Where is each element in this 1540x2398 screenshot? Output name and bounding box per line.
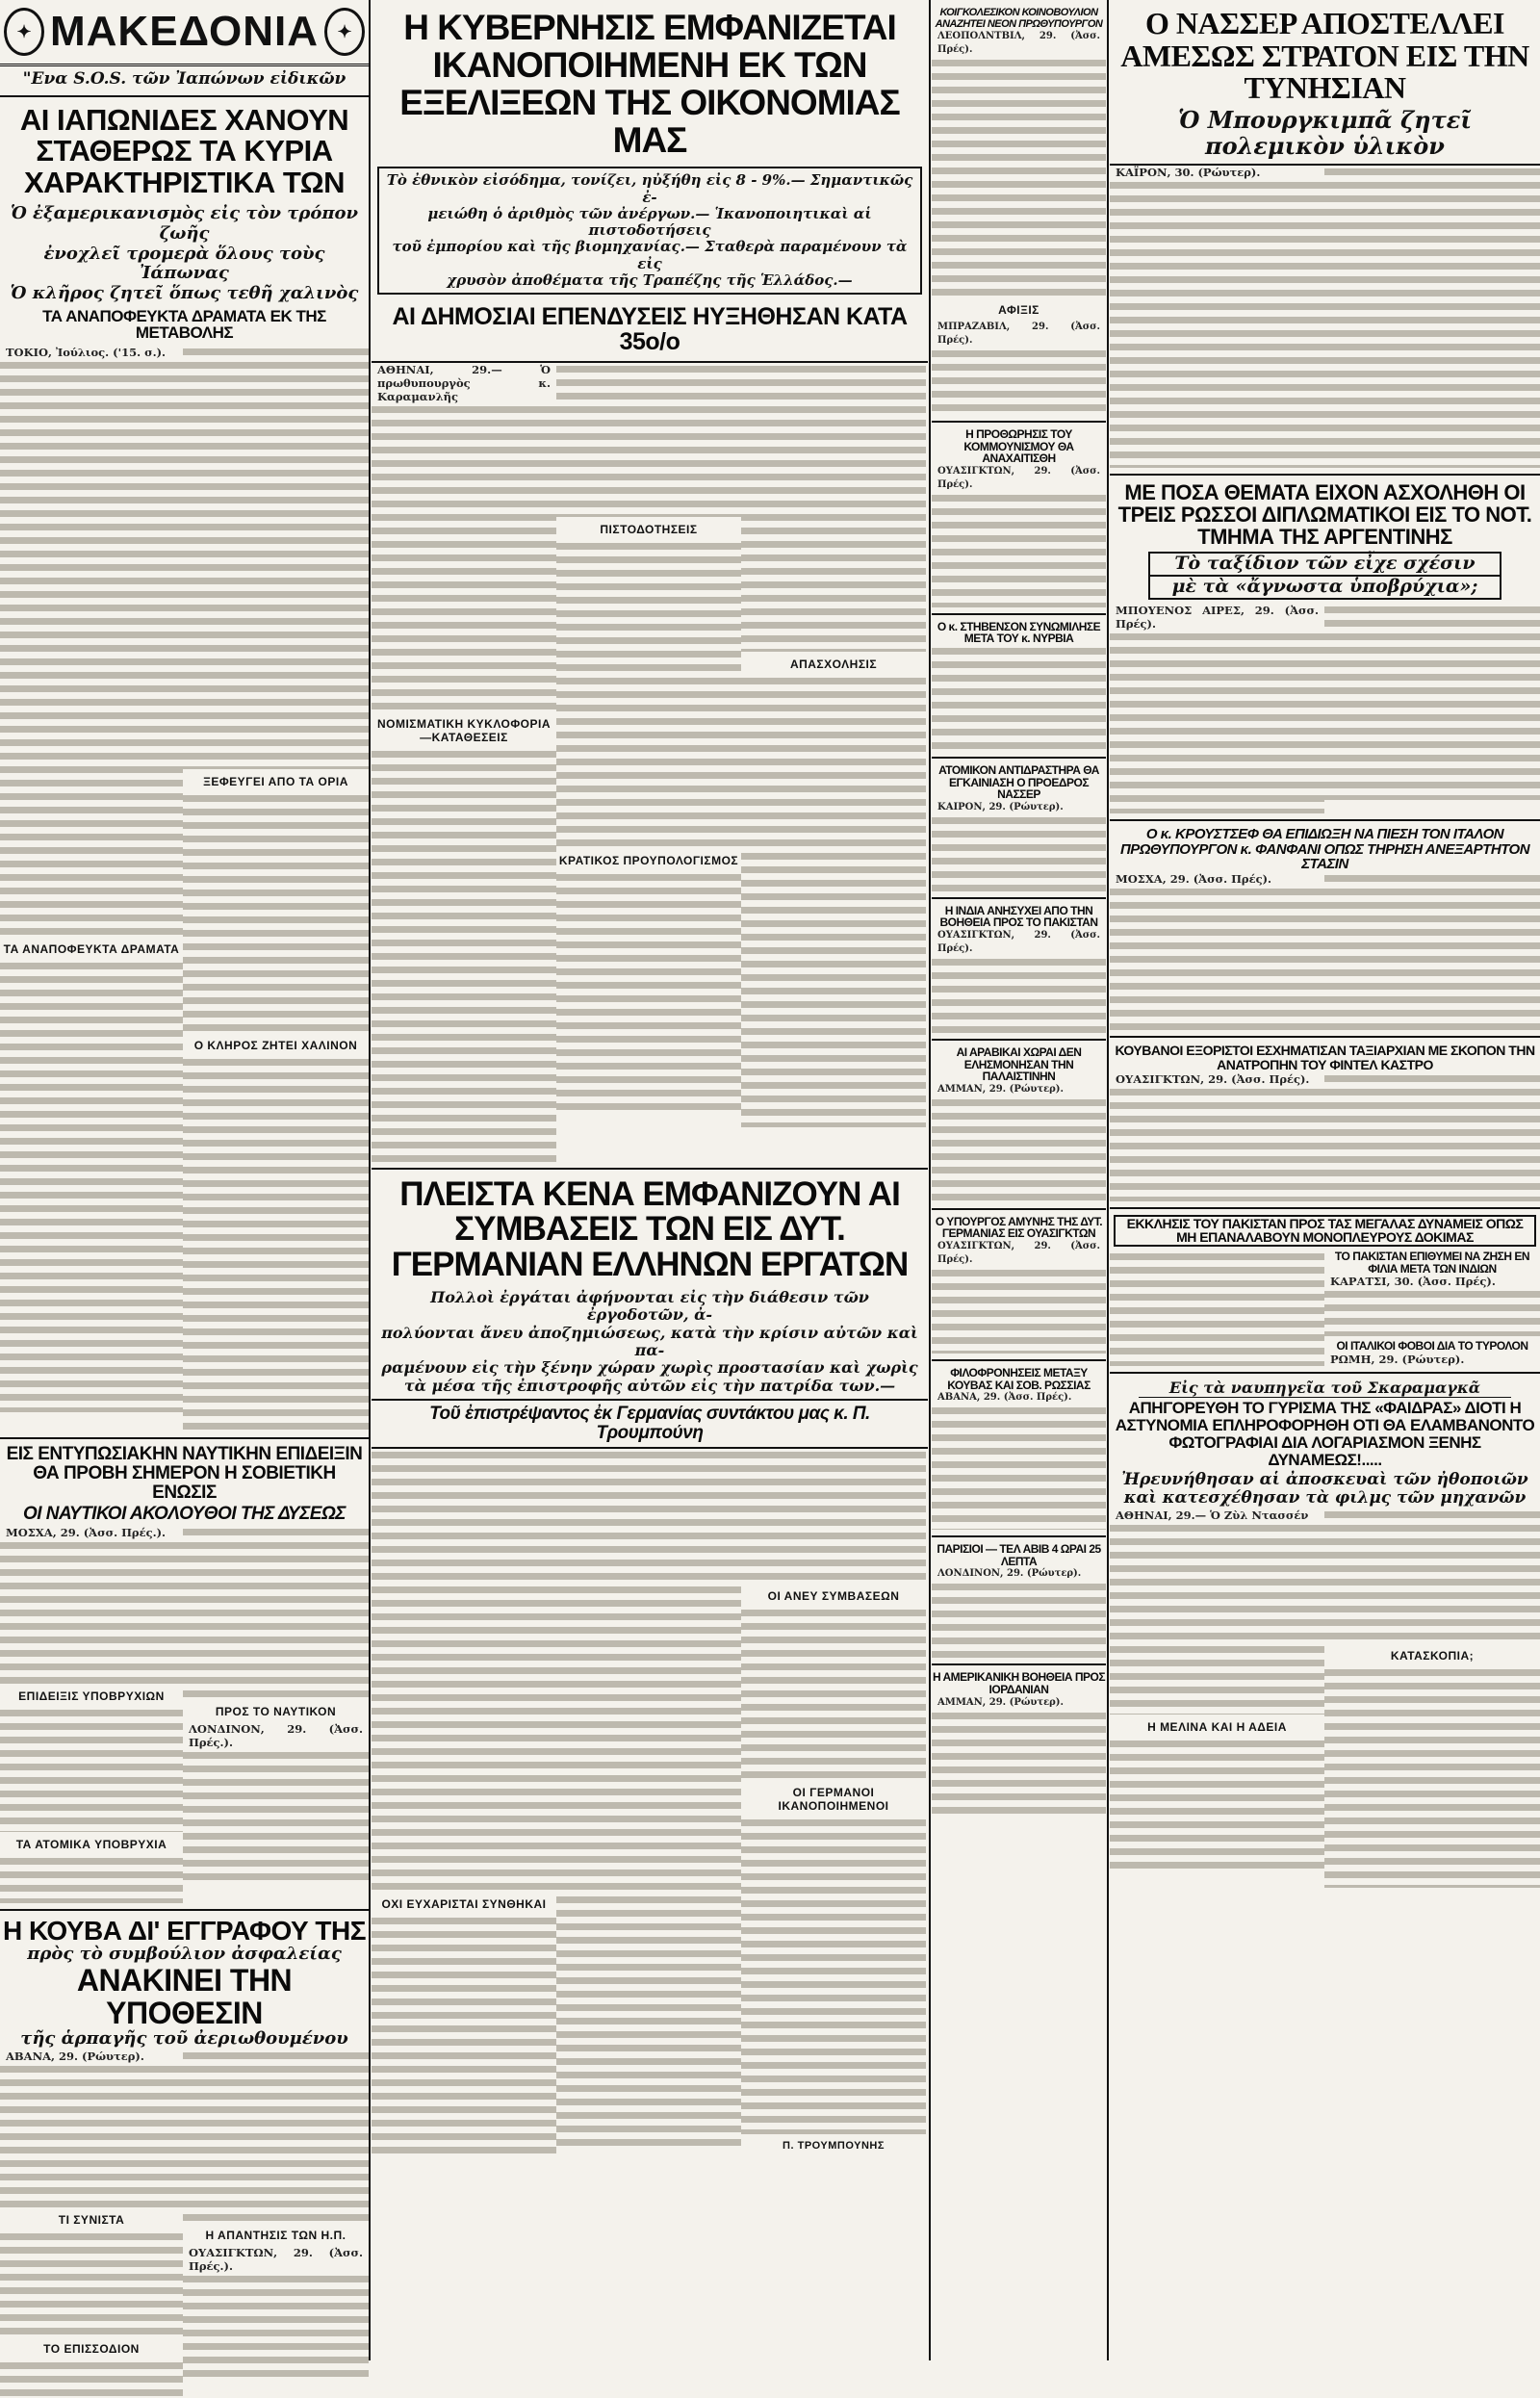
article-text-block [1110,1251,1324,1366]
divider [932,613,1106,615]
deck-line: μειώθη ὁ ἀριθμὸς τῶν ἀνέργων.— Ἱκανοποιητικαὶ αἱ πιστοδοτήσεις [427,204,872,240]
subheadline: ΤΑ ΑΝΑΠΟΦΕΥΚΤΑ ΔΡΑΜΑΤΑ ΕΚ ΤΗΣ ΜΕΤΑΒΟΛΗΣ [42,306,326,343]
brief-headline: ΑΤΟΜΙΚΟΝ ΑΝΤΙΔΡΑΣΤΗΡΑ ΘΑ ΕΓΚΑΙΝΙΑΣΗ Ο ΠΡΟΕΔΡΟΣ ΝΑΣΣΕΡ [938,763,1099,802]
divider [0,95,369,97]
article-text-block [932,1096,1106,1202]
article-text-block [0,2063,183,2207]
divider [932,421,1106,423]
dateline: ΑΘΗΝΑΙ, 29.— Ὁ πρωθυπουργὸς κ. Καραμανλῆς [377,362,551,403]
article-text-block [932,1581,1106,1658]
article-text-block [932,956,1106,1033]
lead-deck [377,167,922,295]
article-text-block [1324,1666,1540,1888]
article-text-block [183,1749,369,1884]
section-kicker: ΕΠΙΔΕΙΞΙΣ ΥΠΟΒΡΥΧΙΩΝ [18,1689,165,1704]
masthead-seal-icon: ✦ [4,8,44,56]
article-text-block [741,1449,926,1584]
divider [0,1909,369,1911]
brief-headline: ΟΙ ΙΤΑΛΙΚΟΙ ΦΟΒΟΙ ΔΙΑ ΤΟ ΤΥΡΟΛΟΝ [1336,1339,1528,1354]
section-kicker: Η ΜΕΛΙΝΑ ΚΑΙ Η ΑΔΕΙΑ [1147,1719,1287,1734]
section-kicker: ΚΡΑΤΙΚΟΣ ΠΡΟΥΠΟΛΟΓΙΣΜΟΣ [558,853,739,867]
deck-line: χρυσὸν ἀποθέματα τῆς Τραπέζης τῆς Ἑλλάδος.— [447,271,853,289]
article-text-block [741,1607,926,1780]
divider [932,1535,1106,1537]
column-rule [929,0,931,2360]
newspaper-title: ΜΑΚΕΔΟΝΙΑ [50,8,319,55]
article-text-block [183,1056,369,1431]
headline: ΜΕ ΠΟΣΑ ΘΕΜΑΤΑ ΕΙΧΟΝ ΑΣΧΟΛΗΘΗ ΟΙ ΤΡΕΙΣ ΡΩΣΣΟΙ ΔΙΠΛΩΜΑΤΙΚΟΙ ΕΙΣ ΤΟ ΝΟΤ. ΤΜΗΜΑ ΤΗΣ ΑΡΓΕΝΤΙΝΗΣ [1117,479,1532,550]
dateline: ΛΟΝΔΙΝΟΝ, 29. (Ἀσσ. Πρές.). [189,1722,363,1750]
section-kicker: ΚΑΤΑΣΚΟΠΙΑ; [1390,1648,1475,1663]
article-text-block [556,871,741,1112]
brief-headline: Η ΠΡΟΘΩΡΗΣΙΣ ΤΟΥ ΚΟΜΜΟΥΝΙΣΜΟΥ ΘΑ ΑΝΑΧΑΙΤΙΣΘΗ [963,427,1074,466]
dateline: ΑΜΜΑΝ, 29. (Ρώυτερ). [937,1083,1065,1095]
dateline: ΟΥΑΣΙΓΚΤΩΝ, 29. (Ἀσσ. Πρές.). [189,2246,363,2274]
article-text-block [0,2230,183,2336]
brief-headline: Ο ΥΠΟΥΡΓΟΣ ΑΜΥΝΗΣ ΤΗΣ ΔΥΤ. ΓΕΡΜΑΝΙΑΣ ΕΙΣ ΟΥΑΣΙΓΚΤΩΝ [935,1214,1103,1241]
divider [372,1168,928,1170]
subheadline: μὲ τὰ «ἄγνωστα ὑποβρύχια»; [1148,577,1502,600]
divider [1110,1207,1540,1209]
section-kicker: ΠΙΣΤΟΔΟΤΗΣΕΙΣ [600,522,698,536]
dateline: ΟΥΑΣΙΓΚΤΩΝ, 29. (Ἀσσ. Πρές). [937,1241,1100,1265]
masthead-subtitle: "Ενα S.O.S. τῶν Ἰαπώνων εἰδικῶν [22,69,346,89]
headline: ΑΝΑΚΙΝΕΙ ΤΗΝ ΥΠΟΘΕΣΙΝ [76,1963,293,2030]
article-text-block [1324,1508,1540,1643]
subheadline: Ἠρευνήθησαν αἱ ἀποσκευαὶ τῶν ἠθοποιῶν [1121,1469,1528,1489]
byline: Τοῦ ἐπιστρέψαντος ἐκ Γερμανίας συντάκτου μας κ. Π. Τρουμπούνη [372,1399,928,1449]
right-section [1110,0,1540,1888]
dateline: ΚΑΡΑΤΣΙ, 30. (Ἀσσ. Πρές). [1330,1275,1496,1289]
article-text-block [372,1449,556,1892]
headline: ΕΙΣ ΕΝΤΥΠΩΣΙΑΚΗΝ ΝΑΥΤΙΚΗΝ ΕΠΙΔΕΙΞΙΝ ΘΑ ΠΡΟΒΗ ΣΗΜΕΡΟΝ Η ΣΟΒΙΕΤΙΚΗ ΕΝΩΣΙΣ [6,1444,363,1504]
dateline: ΟΥΑΣΙΓΚΤΩΝ, 29. (Ἀσσ. Πρές). [937,930,1100,955]
article-text-block [932,57,1106,297]
article-text-block [0,1707,183,1832]
article-text-block [1324,166,1540,468]
article-text-block [0,960,183,1412]
left-section [0,0,369,2398]
article-text-block [741,1817,926,2134]
dateline: ΜΠΡΑΖΑΒΙΛ, 29. (Ἀσσ. Πρές). [937,322,1100,347]
dateline: ΛΟΝΔΙΝΟΝ, 29. (Ρώυτερ). [937,1568,1082,1580]
subheadline: ΟΙ ΝΑΥΤΙΚΟΙ ΑΚΟΛΟΥΘΟΙ ΤΗΣ ΔΥΣΕΩΣ [22,1504,346,1525]
section-kicker: ΤΑ ΑΝΑΠΟΦΕΥΚΤΑ ΔΡΑΜΑΤΑ [3,942,180,957]
article-text-block [1110,886,1324,1030]
article-text-block [372,1915,556,2155]
brief-headline: ΚΟΙΓΚΟΛΕΣΙΚΟΝ ΚΟΙΝΟΒΟΥΛΙΟΝ ΑΝΑΖΗΤΕΙ ΝΕΟΝ ΠΡΩΘΥΠΟΥΡΓΟΝ [935,7,1103,30]
article-text-block [1110,631,1324,813]
subheadline: καὶ κατεσχέθησαν τὰ φιλμς τῶν μηχανῶν [1123,1488,1527,1508]
article-text-block [0,2359,183,2398]
divider [0,1437,369,1439]
divider [1110,1036,1540,1038]
column-rule [369,0,371,2360]
section-kicker: ΤΟ ΕΠΙΣΣΟΔΙΟΝ [43,2342,140,2357]
article-text-block [1110,1738,1324,1872]
article-text-block [556,1449,741,2152]
deck-line: τὰ μέσα τῆς ἐπιστροφῆς αὐτῶν εἰς τὴν πατρίδα των.— [403,1376,896,1395]
dateline: ΤΟΚΙΟ, Ἰούλιος. ('15. σ.). [6,346,167,360]
section-kicker: ΟΙ ΑΝΕΥ ΣΥΜΒΑΣΕΩΝ [767,1589,900,1604]
deck-line: τοῦ ἐμπορίου καὶ τῆς βιομηχανίας.— Σταθερὰ παραμένουν τὰ εἰς [392,238,908,272]
lead-bar-headline: ΑΙ ΔΗΜΟΣΙΑΙ ΕΠΕΝΔΥΣΕΙΣ ΗΥΞΗΘΗΣΑΝ ΚΑΤΑ 35ο/ο [372,298,928,363]
masthead [0,0,369,66]
section-kicker: ΑΠΑΣΧΟΛΗΣΙΣ [789,657,878,671]
article-text-block [1324,1072,1540,1201]
divider [932,1039,1106,1041]
deck-line: Πολλοὶ ἐργάται ἀφήνονται εἰς τὴν διάθεσιν τῶν ἐργοδοτῶν, ἀ- [430,1287,869,1325]
section-kicker: Η ΑΠΑΝΤΗΣΙΣ ΤΩΝ Η.Π. [205,2229,346,2243]
section-kicker: Ο ΚΛΗΡΟΣ ΖΗΤΕΙ ΧΑΛΙΝΟΝ [193,1039,358,1053]
headline: Ο κ. ΚΡΟΥΣΤΣΕΦ ΘΑ ΕΠΙΔΙΩΞΗ ΝΑ ΠΙΕΣΗ ΤΟΝ ΙΤΑΛΟΝ ΠΡΩΘΥΠΟΥΡΓΟΝ κ. ΦΑΝΦΑΝΙ ΟΠΩΣ ΤΗΡΗΣΗ ΑΝΕΞΑΡΤΗΤΟΝ ΣΤΑΣΙΝ [1119,825,1530,873]
article-text-block [1110,179,1324,468]
dateline: ΑΒΑΝΑ, 29. (Ἀσσ. Πρές). [937,1392,1072,1404]
dateline: ΜΟΣΧΑ, 29. (Ἀσσ. Πρές). [1116,872,1272,887]
divider [932,1359,1106,1361]
section-kicker: ΤΙ ΣΥΝΙΣΤΑ [58,2213,125,2228]
dateline: ΚΑΪΡΟΝ, 30. (Ρώυτερ). [1116,165,1261,179]
section-kicker: ΑΦΙΞΙΣ [998,303,1040,318]
subheadline: Ὁ ἐξαμερικανισμὸς εἰς τὸν τρόπον ζωῆς [10,203,359,244]
section-kicker: ΞΕΦΕΥΓΕΙ ΑΠΟ ΤΑ ΟΡΙΑ [203,775,348,789]
divider [1110,474,1540,476]
subheadline: Τὸ ταξίδιον τῶν εἶχε σχέσιν [1148,552,1502,577]
subheadline: Ὁ κλῆρος ζητεῖ ὅπως τεθῆ χαλινὸς [10,282,359,303]
briefs-column [932,0,1106,1816]
column-rule [1107,0,1109,2360]
article-text-block [183,1526,369,1699]
dateline: ΑΜΜΑΝ, 29. (Ρώυτερ). [937,1696,1065,1708]
article-text-block [932,645,1106,751]
article-text-block [556,363,741,517]
brief-headline: Η ΑΜΕΡΙΚΑΝΙΚΗ ΒΟΗΘΕΙΑ ΠΡΟΣ ΙΟΡΔΑΝΙΑΝ [932,1670,1106,1696]
dateline: ΟΥΑΣΙΓΚΤΩΝ, 29. (Ἀσσ. Πρές). [937,465,1100,490]
article-text-block [372,748,556,1162]
article-text-block [0,1539,183,1684]
article-text-block [0,1855,183,1903]
subheadline: πρὸς τὸ συμβούλιον ἀσφαλείας [27,1944,342,1965]
article-text-block [183,346,369,769]
deck-line: πολύονται ἄνευ ἀποζημιώσεως, κατὰ τὴν κρίσιν αὐτῶν καὶ πα- [381,1323,918,1360]
subheadline: ΤΟ ΠΑΚΙΣΤΑΝ ΕΠΙΘΥΜΕΙ ΝΑ ΖΗΣΗ ΕΝ ΦΙΛΙΑ ΜΕΤΑ ΤΩΝ ΙΝΔΙΩΝ [1334,1249,1530,1276]
article-text-block [1324,1288,1540,1336]
subheadline: πολεμικὸν ὑλικὸν [1110,133,1540,166]
article-text-block [932,1267,1106,1354]
kicker: Εἰς τὰ ναυπηγεῖα τοῦ Σκαραμαγκᾶ [1139,1379,1511,1398]
article-text-block [0,359,183,937]
divider [1110,1372,1540,1374]
deck-line: Τὸ ἐθνικὸν εἰσόδημα, τονίζει, ηὐξήθη εἰς 8 - 9%.— Σημαντικῶς ἐ- [386,171,913,206]
article-text-block [741,363,926,652]
subheadline: Ὁ Μπουργκιμπᾶ ζητεῖ [1178,105,1472,134]
brief-headline: Η ΙΝΔΙΑ ΑΝΗΣΥΧΕΙ ΑΠΟ ΤΗΝ ΒΟΗΘΕΙΑ ΠΡΟΣ ΤΟ ΠΑΚΙΣΤΑΝ [939,903,1098,930]
headline: Ο ΝΑΣΣΕΡ ΑΠΟΣΤΕΛΛΕΙ ΑΜΕΣΩΣ ΣΤΡΑΤΟΝ ΕΙΣ ΤΗΝ ΤΥΝΗΣΙΑΝ [1120,6,1529,106]
article-text-block [183,2050,369,2223]
dateline: ΜΠΟΥΕΝΟΣ ΑΙΡΕΣ, 29. (Ἀσσ. Πρές). [1116,603,1319,631]
masthead-seal-icon: ✦ [324,8,365,56]
headline: ΚΟΥΒΑΝΟΙ ΕΞΟΡΙΣΤΟΙ ΕΣΧΗΜΑΤΙΣΑΝ ΤΑΞΙΑΡΧΙΑΝ ΜΕ ΣΚΟΠΟΝ ΤΗΝ ΑΝΑΤΡΟΠΗΝ ΤΟΥ ΦΙΝΤΕΛ ΚΑΣΤΡΟ [1115,1043,1535,1072]
divider [1110,819,1540,821]
article-text-block [932,492,1106,607]
article-text-block [1110,1086,1324,1201]
lead-headline: Η ΚΥΒΕΡΝΗΣΙΣ ΕΜΦΑΝΙΖΕΤΑΙ ΙΚΑΝΟΠΟΙΗΜΕΝΗ ΕΚ ΤΩΝ ΕΞΕΛΙΞΕΩΝ ΤΗΣ ΟΙΚΟΝΟΜΙΑΣ ΜΑΣ [399,8,900,160]
feature-deck [372,1285,928,1399]
divider [932,1663,1106,1665]
headline: ΑΙ ΙΑΠΩΝΙΔΕΣ ΧΑΝΟΥΝ ΣΤΑΘΕΡΩΣ ΤΑ ΚΥΡΙΑ ΧΑΡΑΚΤΗΡΙΣΤΙΚΑ ΤΩΝ [19,102,349,199]
article-text-block [1110,1522,1324,1715]
headline: ΕΚΚΛΗΣΙΣ ΤΟΥ ΠΑΚΙΣΤΑΝ ΠΡΟΣ ΤΑΣ ΜΕΓΑΛΑΣ ΔΥΝΑΜΕΙΣ ΟΠΩΣ ΜΗ ΕΠΑΝΑΛΑΒΟΥΝ ΜΟΝΟΠΛΕΥΡΟΥΣ ΔΟΚΙΜΑΣ [1114,1215,1536,1247]
section-kicker: ΝΟΜΙΣΜΑΤΙΚΗ ΚΥΚΛΟΦΟΡΙΑ—ΚΑΤΑΘΕΣΕΙΣ [376,716,552,744]
dateline: ΛΕΟΠΟΛΝΤΒΙΛ, 29. (Ἀσσ. Πρές). [937,31,1100,56]
lead-section [372,0,928,2155]
deck-line: ραμένουν εἰς τὴν ξένην χώραν χωρὶς προστασίαν καὶ χωρὶς [381,1358,918,1378]
article-text-block [932,814,1106,891]
dateline: ΑΘΗΝΑΙ, 29.— Ὁ Ζὺλ Ντασσέν [1116,1508,1309,1522]
dateline: ΡΩΜΗ, 29. (Ρώυτερ). [1330,1352,1465,1366]
signature: Π. ΤΡΟΥΜΠΟΥΝΗΣ [783,2140,885,2153]
section-kicker: ΠΡΟΣ ΤΟ ΝΑΥΤΙΚΟΝ [215,1705,337,1719]
brief-headline: ΦΙΛΟΦΡΟΝΗΣΕΙΣ ΜΕΤΑΞΥ ΚΟΥΒΑΣ ΚΑΙ ΣΟΒ. ΡΩΣΣΙΑΣ [947,1366,1091,1392]
article-text-block [932,1710,1106,1816]
brief-headline: Ο κ. ΣΤΗΒΕΝΣΟΝ ΣΥΝΩΜΙΛΗΣΕ ΜΕΤΑ ΤΟΥ κ. ΝΥΡΒΙΑ [937,619,1101,646]
dateline: ΑΒΑΝΑ, 29. (Ρώυτερ). [6,2050,144,2064]
section-kicker: ΤΑ ΑΤΟΜΙΚΑ ΥΠΟΒΡΥΧΙΑ [15,1838,167,1852]
divider [932,897,1106,899]
article-body [0,346,369,1431]
article-text-block [372,403,556,711]
headline: Η ΚΟΥΒΑ ΔΙ' ΕΓΓΡΑΦΟΥ ΤΗΣ [2,1916,367,1947]
headline: ΠΛΕΙΣΤΑ ΚΕΝΑ ΕΜΦΑΝΙΖΟΥΝ ΑΙ ΣΥΜΒΑΣΕΙΣ ΤΩΝ ΕΙΣ ΔΥΤ. ΓΕΡΜΑΝΙΑΝ ΕΛΛΗΝΩΝ ΕΡΓΑΤΩΝ [391,1174,909,1284]
section-kicker: ΟΧΙ ΕΥΧΑΡΙΣΤΑΙ ΣΥΝΘΗΚΑΙ [381,1897,547,1912]
section-kicker: ΟΙ ΓΕΡΜΑΝΟΙ ΙΚΑΝΟΠΟΙΗΜΕΝΟΙ [778,1786,889,1814]
article-text-block [1324,604,1540,800]
subheadline: τῆς ἁρπαγῆς τοῦ ἀεριωθουμένου [20,2028,348,2050]
brief-headline: ΠΑΡΙΣΙΟΙ — ΤΕΛ ΑΒΙΒ 4 ΩΡΑΙ 25 ΛΕΠΤΑ [937,1542,1101,1568]
dateline: ΜΟΣΧΑ, 29. (Ἀσσ. Πρές.). [6,1526,167,1540]
article-text-block [183,792,369,1033]
divider [932,1208,1106,1210]
dateline: ΟΥΑΣΙΓΚΤΩΝ, 29. (Ἀσσ. Πρές). [1116,1071,1310,1086]
dateline: ΚΑΙΡΟΝ, 29. (Ρώυτερ). [937,801,1064,812]
divider [932,757,1106,759]
article-text-block [183,2273,369,2379]
subheadline: ἐνοχλεῖ τρομερὰ ὅλους τοὺς Ἰάπωνας [43,243,325,284]
headline: ΑΠΗΓΟΡΕΥΘΗ ΤΟ ΓΥΡΙΣΜΑ ΤΗΣ «ΦΑΙΔΡΑΣ» ΔΙΟΤΙ Η ΑΣΤΥΝΟΜΙΑ ΕΠΛΗΡΟΦΟΡΗΘΗ ΟΤΙ ΘΑ ΕΛΑΜΒΑΝΟΝΤΟ ΦΩΤΟΓΡΑΦΙΑΙ ΔΙΑ ΛΟΓΑΡΙΑΣΜΟΝ ΞΕΝΗΣ ΔΥΝΑΜΕΩΣ!..... [1115,1399,1535,1469]
article-text-block [932,1405,1106,1530]
article-text-block [556,540,741,848]
brief-headline: ΑΙ ΑΡΑΒΙΚΑΙ ΧΩΡΑΙ ΔΕΝ ΕΛΗΣΜΟΝΗΣΑΝ ΤΗΝ ΠΑΛΑΙΣΤΙΝΗΝ [956,1045,1082,1084]
article-text-block [741,675,926,1127]
article-text-block [1324,872,1540,1030]
article-text-block [932,348,1106,415]
